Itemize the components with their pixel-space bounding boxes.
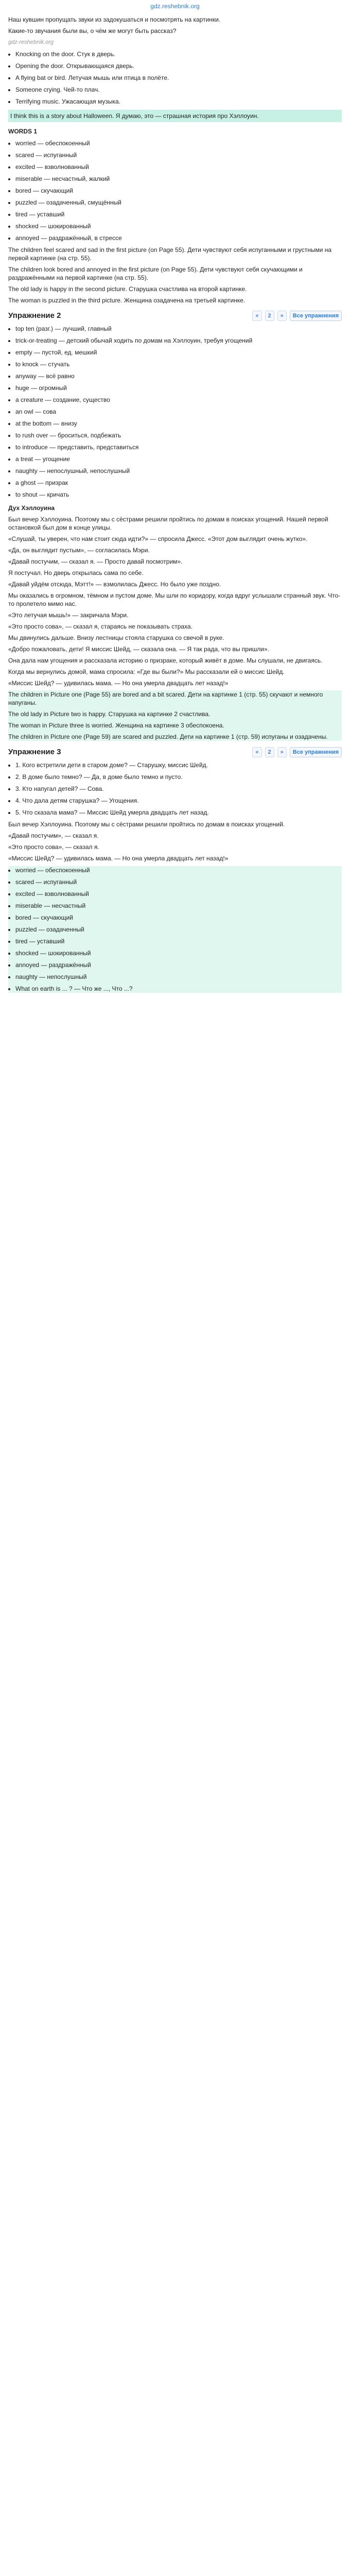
watermark: gdz-reshebnik.org bbox=[8, 39, 54, 45]
intro-line-2: Какие-то звучания были вы, о чём же могут быть рассказ? bbox=[8, 27, 177, 35]
list-item: • to knock — стучать bbox=[15, 360, 342, 368]
paragraph: Был вечер Хэллоуина. Поэтому мы с сёстрами решили пройтись по домам в поисках угощений. Нашей первой остановкой был дом в конце улицы. bbox=[8, 516, 328, 531]
list-item: • to shout — кричать bbox=[15, 490, 342, 499]
paragraph: «Это просто сова», — сказал я. bbox=[8, 843, 99, 851]
paragraph: «Давай постучим, — сказал я. — Просто давай посмотрим». bbox=[8, 558, 183, 565]
next-button[interactable]: » bbox=[277, 747, 287, 757]
paragraph: Мы оказались в огромном, тёмном и пустом доме. Мы шли по коридору, когда вдруг услышали странный звук. Что-то пролетело мимо нас. bbox=[8, 592, 341, 607]
paragraph: Мы двинулись дальше. Внизу лестницы стояла старушка со свечой в руке. bbox=[8, 634, 224, 641]
list-item: • top ten (разг.) — лучший, главный bbox=[15, 325, 342, 333]
list-item: • 3. Кто напугал детей? — Сова. bbox=[15, 785, 342, 793]
list-item: • miserable — несчастный, жалкий bbox=[15, 175, 342, 183]
list-item: • trick-or-treating — детский обычай ходить по домам на Хэллоуин, требуя угощений bbox=[15, 336, 342, 345]
list-item: • bored — скучающий bbox=[15, 187, 342, 195]
final-vocab bbox=[8, 866, 342, 993]
paragraph: «Миссис Шейд? — удивилась мама. — Но она умерла двадцать лет назад!» bbox=[8, 855, 229, 862]
intro-line-1: Наш кувшин пропущать звуки из задокушаться и посмотрять на картинки. bbox=[8, 16, 221, 23]
site-name[interactable]: gdz.reshebnik.org bbox=[150, 3, 200, 10]
list-item: • bored — скучающий bbox=[15, 913, 342, 922]
list-item: • tired — уставший bbox=[15, 937, 342, 945]
list-item: • naughty — непослушный, непослушный bbox=[15, 467, 342, 475]
list-item: • shocked — шокированный bbox=[15, 222, 342, 230]
paragraph: Я постучал. Но дверь открылась сама по себе. bbox=[8, 569, 144, 577]
list-item: • a creature — создание, существо bbox=[15, 396, 342, 404]
paragraph: The old lady in Picture two is happy. Старушка на картинке 2 счастлива. bbox=[8, 710, 211, 718]
list-item: • a treat — угощение bbox=[15, 455, 342, 463]
list-item: • at the bottom — внизу bbox=[15, 419, 342, 428]
prev-button[interactable]: « bbox=[252, 311, 261, 321]
list-item: • miserable — несчастный bbox=[15, 902, 342, 910]
tasks-3 bbox=[8, 761, 342, 817]
list-item: • Someone crying. Чей-то плач. bbox=[15, 86, 342, 94]
answer-line: I think this is a story about Halloween. Я думаю, это — страшная история про Хэллоуин. bbox=[8, 110, 342, 122]
translation-block bbox=[8, 515, 342, 687]
exercise-nav bbox=[252, 311, 342, 321]
paragraph: «Да, он выглядит пустым», — согласилась Мэри. bbox=[8, 547, 150, 554]
paragraph: «Давай постучим», — сказал я. bbox=[8, 832, 99, 839]
list-item: • to introduce — представить, представиться bbox=[15, 443, 342, 451]
list-item: • 5. Что сказала мама? — Миссис Шейд умерла двадцать лет назад. bbox=[15, 808, 342, 817]
list-item: • to rush over — броситься, подбежать bbox=[15, 431, 342, 439]
list-item: • What on earth is ... ? — Что же ..., Что ...? bbox=[15, 985, 342, 993]
list-item: • Opening the door. Открывающаяся дверь. bbox=[15, 62, 342, 70]
list-item: • puzzled — озадаченный, смущённый bbox=[15, 198, 342, 207]
list-item: • Knocking on the door. Стук в дверь. bbox=[15, 50, 342, 58]
list-item: • puzzled — озадаченный bbox=[15, 925, 342, 934]
paragraph: The children in Picture one (Page 55) are bored and a bit scared. Дети на картинке 1 (стр. 55) скучают и немного напуганы. bbox=[8, 691, 323, 706]
exercise-2-header bbox=[8, 311, 342, 321]
paragraph: The woman in Picture three is worried. Женщина на картинке 3 обеспокоена. bbox=[8, 722, 224, 729]
list-item: • scared — испуганный bbox=[15, 878, 342, 886]
next-button[interactable]: » bbox=[277, 311, 287, 321]
list-item: • shocked — шокированный bbox=[15, 949, 342, 957]
page-number[interactable]: 2 bbox=[265, 311, 274, 321]
paragraph: «Это летучая мышь!» — закричала Мэри. bbox=[8, 612, 129, 619]
list-item: • scared — испуганный bbox=[15, 151, 342, 159]
list-item: • 1. Кого встретили дети в старом доме? — Старушку, миссис Шейд. bbox=[15, 761, 342, 769]
paragraph: Был вечер Хэллоуина. Поэтому мы с сёстрами решили пройтись по домам в поисках угощений. bbox=[8, 821, 285, 828]
list-item: • worried — обеспокоенный bbox=[15, 139, 342, 147]
list-item: • naughty — непослушный bbox=[15, 973, 342, 981]
list-item: • excited — взволнованный bbox=[15, 163, 342, 171]
paragraph: «Давай уйдём отсюда, Мэтт!» — взмолилась Джесс. Но было уже поздно. bbox=[8, 581, 221, 588]
exercise-2-title: Упражнение 2 bbox=[8, 311, 61, 320]
paragraph: «Это просто сова», — сказал я, стараясь не показывать страха. bbox=[8, 623, 192, 630]
prev-button[interactable]: « bbox=[252, 747, 261, 757]
list-item: • annoyed — раздражённый, в стрессе bbox=[15, 234, 342, 242]
list-item: • excited — взволнованный bbox=[15, 890, 342, 898]
list-item: • A flying bat or bird. Летучая мышь или птица в полёте. bbox=[15, 74, 342, 82]
word-list-1 bbox=[8, 139, 342, 242]
exercise-3-header bbox=[8, 747, 342, 757]
list-item: • annoyed — раздражённый bbox=[15, 961, 342, 969]
exercise-nav bbox=[252, 747, 342, 757]
list-item: • worried — обеспокоенный bbox=[15, 866, 342, 874]
list-item: • anyway — всё равно bbox=[15, 372, 342, 380]
list-item: • a ghost — призрак bbox=[15, 479, 342, 487]
all-exercises-button[interactable]: Все упражнения bbox=[290, 311, 342, 321]
list-item: • an owl — сова bbox=[15, 408, 342, 416]
list-item: • Terrifying music. Ужасающая музыка. bbox=[15, 97, 342, 106]
paragraph: «Миссис Шейд? — удивилась мама. — Но она умерла двадцать лет назад!» bbox=[8, 680, 229, 687]
vocab-list-2 bbox=[8, 325, 342, 499]
page-number[interactable]: 2 bbox=[265, 747, 274, 757]
translation-title: Дух Хэллоуина bbox=[8, 504, 55, 512]
list-item: • huge — огромный bbox=[15, 384, 342, 392]
list-item: • 4. Что дала детям старушка? — Угощения. bbox=[15, 796, 342, 805]
list-item: • tired — уставший bbox=[15, 210, 342, 218]
page bbox=[0, 0, 350, 993]
task-paragraph-3: The old lady is happy in the second picture. Старушка счастлива на второй картинке. bbox=[8, 285, 247, 293]
sound-list bbox=[8, 50, 342, 106]
all-exercises-button[interactable]: Все упражнения bbox=[290, 747, 342, 757]
task-paragraph-4: The woman is puzzled in the third picture. Женщина озадачена на третьей картинке. bbox=[8, 297, 246, 304]
paragraph: «Слушай, ты уверен, что нам стоит сюда идти?» — спросила Джесс. «Этот дом выглядит очень жутко». bbox=[8, 535, 308, 543]
list-item: • empty — пустой, ед. мешкий bbox=[15, 348, 342, 357]
paragraph: Когда мы вернулись домой, мама спросила: «Где вы были?» Мы рассказали ей о миссис Шейд. bbox=[8, 668, 285, 675]
paragraph: Она дала нам угощения и рассказала историю о призраке, который живёт в доме. Мы слушали, не двигаясь. bbox=[8, 657, 323, 664]
task-paragraph-1: The children feel scared and sad in the first picture (on Page 55). Дети чувствуют себя испуганными и грустными на первой картинке (на стр. 55). bbox=[8, 246, 332, 262]
words-header: WORDS 1 bbox=[8, 128, 38, 135]
picture-paragraphs bbox=[8, 690, 342, 741]
exercise-3-title: Упражнение 3 bbox=[8, 748, 61, 756]
list-item: • 2. В доме было темно? — Да, в доме было темно и пусто. bbox=[15, 773, 342, 781]
final-block bbox=[8, 820, 342, 862]
paragraph: The children in Picture one (Page 59) are scared and puzzled. Дети на картинке 1 (стр. 59) испуганы и озадачены. bbox=[8, 733, 328, 740]
paragraph: «Добро пожаловать, дети! Я миссис Шейд, — сказала она. — Я так рада, что вы пришли». bbox=[8, 646, 269, 653]
task-paragraph-2: The children look bored and annoyed in the first picture (on Page 55). Дети чувствуют себя скучающими и раздражёнными на первой картинке (на стр. 55). bbox=[8, 266, 303, 281]
